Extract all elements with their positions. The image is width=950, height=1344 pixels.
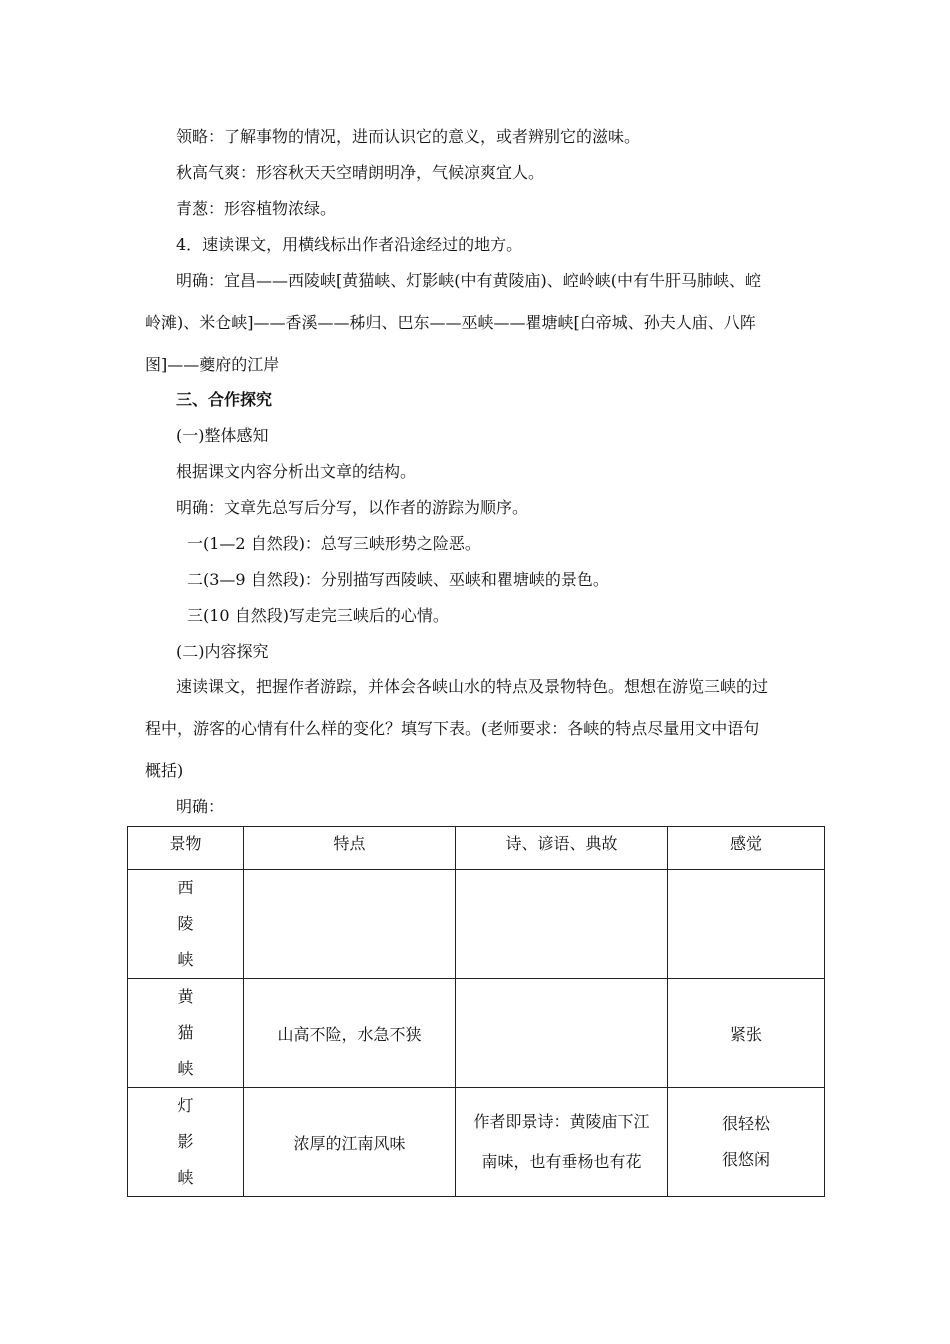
feeling-cell — [668, 870, 825, 979]
header-feeling: 感觉 — [668, 827, 825, 870]
scenery-name-char: 黄 — [177, 987, 194, 1006]
paragraph-structure-answer: 明确：文章先总写后分写，以作者的游踪为顺序。 — [176, 498, 529, 517]
task-4: 4．速读课文，用横线标出作者沿途经过的地方。 — [176, 235, 523, 254]
table-row — [128, 870, 825, 979]
scenery-name-char: 猫 — [177, 1023, 194, 1042]
scenery-name-cell — [128, 979, 244, 1088]
content-task-line-1: 速读课文，把握作者游踪，并体会各峡山水的特点及景物特色。想想在游览三峡的过 — [176, 677, 769, 696]
table-header-row — [128, 827, 825, 870]
definition-qingcong: 青葱：形容植物浓绿。 — [176, 199, 337, 218]
gorges-table — [127, 826, 825, 1197]
scenery-name-char: 西 — [177, 878, 194, 897]
feature-cell — [244, 870, 456, 979]
route-line-1: 明确：宜昌——西陵峡[黄猫峡、灯影峡(中有黄陵庙)、崆岭峡(中有牛肝马肺峡、崆 — [176, 271, 761, 290]
poem-cell — [456, 1088, 668, 1197]
section-heading-3: 三、合作探究 — [176, 390, 273, 409]
route-line-3: 图]——夔府的江岸 — [145, 355, 280, 374]
subheading-content: (二)内容探究 — [176, 642, 269, 661]
structure-part-2: 二(3—9 自然段)：分别描写西陵峡、巫峡和瞿塘峡的景色。 — [187, 570, 609, 589]
table-row — [128, 1088, 825, 1197]
structure-part-3: 三(10 自然段)写走完三峡后的心情。 — [187, 606, 449, 625]
subheading-overall: (一)整体感知 — [176, 426, 269, 445]
poem-cell — [456, 870, 668, 979]
feeling-line: 很轻松 — [721, 1114, 770, 1133]
scenery-name-char: 峡 — [177, 1168, 194, 1187]
definition-qiugaoqishuang: 秋高气爽：形容秋天天空晴朗明净，气候凉爽宜人。 — [176, 163, 545, 182]
poem-line: 南味，也有垂杨也有花 — [481, 1152, 642, 1171]
feeling-cell: 紧张 — [668, 979, 825, 1088]
scenery-name-char: 陵 — [177, 914, 194, 933]
table-row — [128, 979, 825, 1088]
header-scenery: 景物 — [128, 827, 244, 870]
scenery-name-char: 灯 — [177, 1096, 194, 1115]
scenery-name-char: 影 — [177, 1132, 194, 1151]
definition-linglue: 领略：了解事物的情况，进而认识它的意义，或者辨别它的滋味。 — [176, 127, 641, 146]
feature-cell: 山高不险，水急不狭 — [244, 979, 456, 1088]
scenery-name-char: 峡 — [177, 950, 194, 969]
paragraph-structure-task: 根据课文内容分析出文章的结构。 — [176, 462, 417, 481]
answer-label: 明确： — [176, 797, 225, 816]
header-feature: 特点 — [244, 827, 456, 870]
route-line-2: 岭滩)、米仓峡]——香溪——秭归、巴东——巫峡——瞿塘峡[白帝城、孙夫人庙、八阵 — [145, 313, 756, 332]
feeling-cell — [668, 1088, 825, 1197]
scenery-name-cell — [128, 870, 244, 979]
scenery-name-cell — [128, 1088, 244, 1197]
scenery-name-char: 峡 — [177, 1059, 194, 1078]
content-task-line-2: 程中，游客的心情有什么样的变化？填写下表。(老师要求：各峡的特点尽量用文中语句 — [145, 719, 760, 738]
poem-cell — [456, 979, 668, 1088]
structure-part-1: 一(1—2 自然段)：总写三峡形势之险恶。 — [187, 534, 481, 553]
content-task-line-3: 概括) — [145, 761, 184, 780]
feature-cell: 浓厚的江南风味 — [244, 1088, 456, 1197]
poem-line: 作者即景诗：黄陵庙下江 — [473, 1112, 650, 1131]
header-poem: 诗、谚语、典故 — [456, 827, 668, 870]
feeling-line: 很悠闲 — [721, 1150, 770, 1169]
